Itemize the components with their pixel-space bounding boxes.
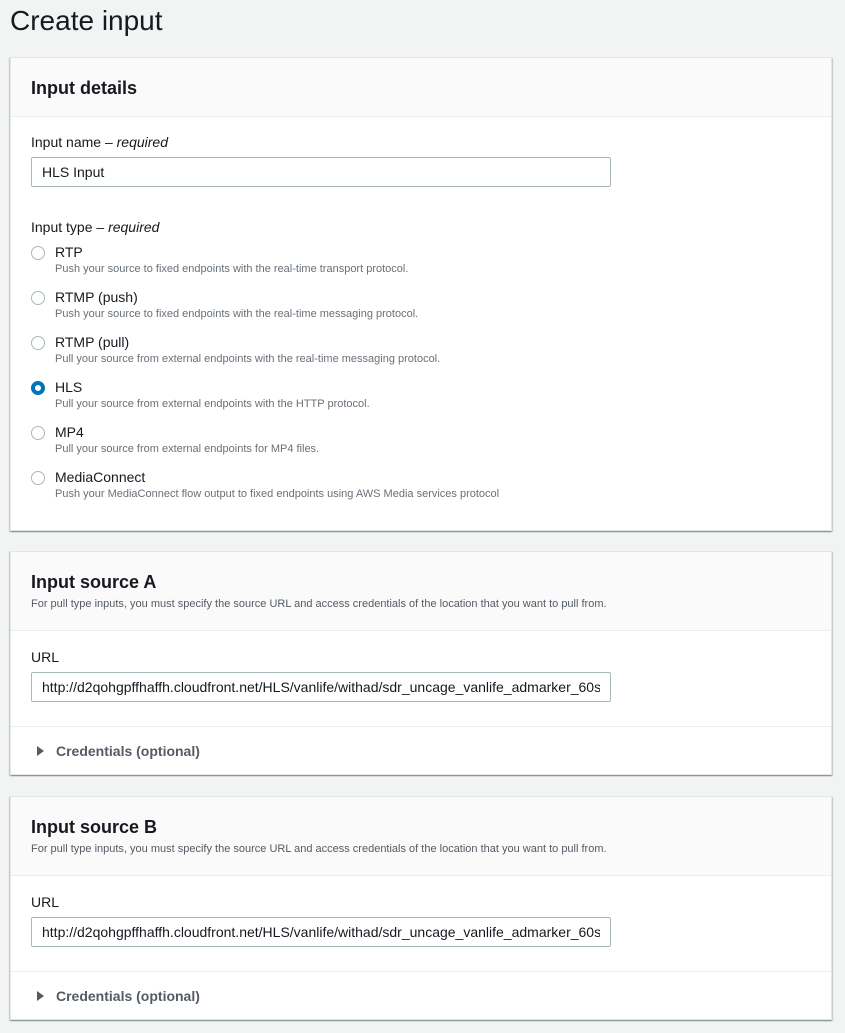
radio-option-description: Pull your source from external endpoints for MP4 files. — [55, 443, 320, 455]
input-details-panel — [10, 57, 832, 531]
input-name-field[interactable] — [31, 157, 611, 187]
input-source-a-title: Input source A — [31, 572, 157, 592]
radio-option-description: Pull your source from external endpoints with the HTTP protocol. — [55, 398, 370, 410]
radio-option-description: Push your source to fixed endpoints with the real-time transport protocol. — [55, 263, 409, 275]
radio-option-label: RTMP (push) — [55, 289, 138, 305]
input-source-a-panel — [10, 551, 832, 775]
radio-button[interactable] — [31, 291, 45, 305]
input-source-a-description: For pull type inputs, you must specify the source URL and access credentials of the location that you want to pull from. — [31, 598, 607, 610]
radio-button[interactable] — [31, 471, 45, 485]
input-source-b-header — [11, 797, 831, 876]
input-details-title: Input details — [31, 78, 138, 98]
divider — [11, 726, 831, 727]
radio-option-description: Push your source to fixed endpoints with the real-time messaging protocol. — [55, 308, 419, 320]
radio-button-selected[interactable] — [31, 381, 45, 395]
url-label: URL — [31, 894, 60, 910]
url-input[interactable] — [31, 672, 611, 702]
radio-option-label: MediaConnect — [55, 469, 146, 485]
radio-option-label: MP4 — [55, 424, 84, 440]
radio-option-label: RTP — [55, 244, 83, 260]
radio-option-label: HLS — [55, 379, 83, 395]
radio-button[interactable] — [31, 426, 45, 440]
url-input[interactable] — [31, 917, 611, 947]
input-source-b-panel — [10, 796, 832, 1020]
caret-right-icon — [37, 991, 44, 1001]
credentials-expander[interactable] — [37, 743, 200, 759]
page-title: Create input — [10, 5, 163, 36]
credentials-label: Credentials (optional) — [56, 743, 200, 759]
input-details-header — [11, 58, 831, 117]
url-label: URL — [31, 649, 60, 665]
divider — [11, 971, 831, 972]
radio-option-description: Push your MediaConnect flow output to fixed endpoints using AWS Media services protocol — [55, 488, 500, 500]
input-source-b-description: For pull type inputs, you must specify the source URL and access credentials of the location that you want to pull from. — [31, 843, 607, 855]
input-name-label: Input name – required — [31, 134, 168, 150]
input-source-a-header — [11, 552, 831, 631]
radio-button[interactable] — [31, 246, 45, 260]
radio-option-label: RTMP (pull) — [55, 334, 130, 350]
radio-button[interactable] — [31, 336, 45, 350]
input-type-label: Input type – required — [31, 219, 160, 235]
input-source-b-title: Input source B — [31, 817, 158, 837]
credentials-expander[interactable] — [37, 988, 200, 1004]
radio-option-description: Pull your source from external endpoints with the real-time messaging protocol. — [55, 353, 441, 365]
credentials-label: Credentials (optional) — [56, 988, 200, 1004]
caret-right-icon — [37, 746, 44, 756]
